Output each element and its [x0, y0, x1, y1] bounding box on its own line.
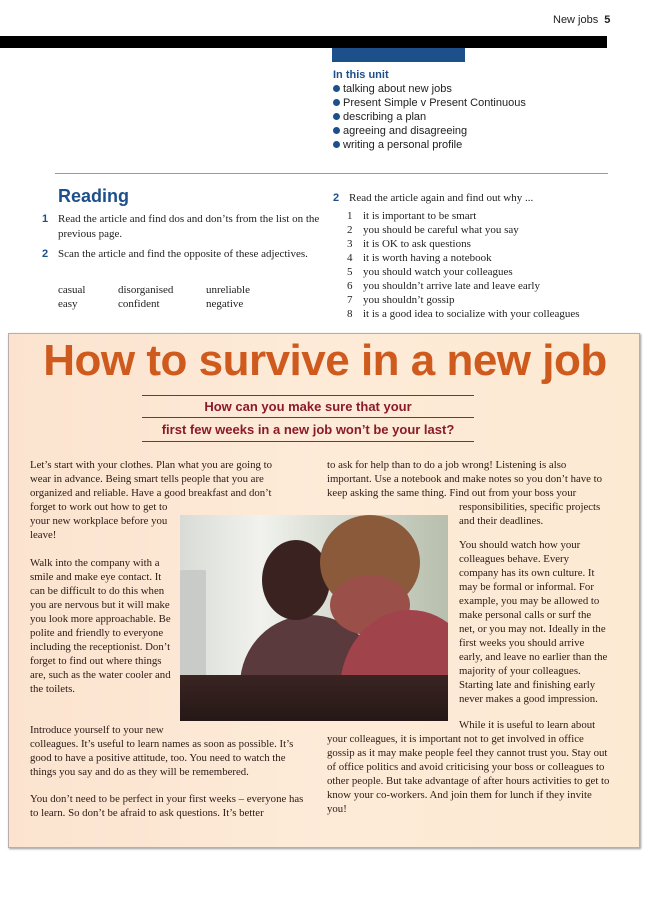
rule: [142, 417, 474, 418]
page-number: 5: [604, 14, 611, 26]
man-head: [262, 540, 330, 620]
unit-item: talking about new jobs: [333, 82, 526, 96]
task-2-questions: [333, 191, 623, 321]
article-paragraph: Let’s start with your clothes. Plan what you are going to wear in advance. Being smart tells people that you are organized and reliable. Have a good breakfast and don’t: [30, 459, 272, 499]
divider: [55, 173, 608, 174]
question-item: 6 you shouldn’t arrive late and leave early: [347, 280, 540, 292]
task-text: Scan the article and find the opposite of these adjectives.: [58, 248, 308, 260]
adjective: disorganised: [118, 284, 174, 296]
unit-item: describing a plan: [333, 110, 526, 124]
article-paragraph: You should watch how your colleagues behave. Every company has its own culture. It may be formal or informal. For example, you may be allowed to make personal calls or surf the net, or you may not. Ideally in the first weeks you should arrive early, and leave no earlier than the majority of your colleagues. Starting late and finishing early never makes a good impression.: [459, 539, 608, 705]
rule: [142, 441, 474, 442]
desk: [180, 675, 448, 721]
office-photo: [180, 515, 448, 721]
adjective: easy: [58, 298, 78, 310]
unit-tab-bar: [332, 48, 465, 62]
task-1: [42, 212, 327, 242]
question-item: 8 it is a good idea to socialize with your colleagues: [347, 308, 580, 320]
task-text: Read the article again and find out why ...: [349, 192, 534, 204]
unit-item: agreeing and disagreeing: [333, 124, 526, 138]
article-subtitle: How can you make sure that your: [204, 399, 412, 414]
question-list: [333, 209, 623, 321]
running-header: [553, 14, 610, 26]
article-paragraph: Walk into the company with a smile and make eye contact. It can be difficult to do this when you are nervous but it will make you look more approachable. Be polite and friendly to everyone including the receptionist. Don’t forget to find out where things are, such as the water cooler and the toilets.: [30, 557, 171, 695]
article-paragraph: your colleagues, it is important not to get involved in office gossip as it may make people feel they cannot trust you. Stay out of office politics and avoid criticising your boss or colleagues to other people. But take advantage of after hours activities to get to know your co-workers. And join them for lunch if they invite you!: [327, 733, 610, 815]
article-paragraph: to ask for help than to do a job wrong! Listening is also important. Use a notebook and make notes so you don’t have to keep asking the same thing. Find out from your boss your: [327, 459, 603, 499]
header-bar: [0, 36, 607, 48]
question-item: 5 you should watch your colleagues: [347, 266, 513, 278]
unit-summary-title: In this unit: [333, 69, 389, 81]
task-text: Read the article and find dos and don’ts from the list on the previous page.: [58, 213, 320, 240]
question-item: 7 you shouldn’t gossip: [347, 294, 455, 306]
question-item: 2 you should be careful what you say: [347, 224, 519, 236]
unit-summary: [333, 68, 526, 152]
article-paragraph: forget to work out how to get to your new workplace before you leave!: [30, 501, 168, 541]
rule: [142, 395, 474, 396]
adjective: unreliable: [206, 284, 250, 296]
adjective: confident: [118, 298, 160, 310]
section-title: New jobs: [553, 14, 599, 26]
article-paragraph: colleagues. It’s useful to learn names as soon as possible. It’s good to have a positive attitude, too. You need to watch the things you say and do as they will be remembered.: [30, 738, 294, 778]
article-paragraph: Introduce yourself to your new: [30, 724, 164, 736]
reading-heading: Reading: [58, 186, 130, 206]
adjective: negative: [206, 298, 244, 310]
adjective: casual: [58, 284, 86, 296]
task-2: [42, 247, 327, 262]
task-number: 1: [42, 213, 49, 225]
article-subtitle: first few weeks in a new job won’t be your last?: [161, 422, 455, 437]
article-title: How to survive in a new job: [43, 336, 607, 385]
question-item: 4 it is worth having a notebook: [347, 252, 492, 264]
adjective-list: [58, 283, 296, 311]
unit-item: writing a personal profile: [333, 138, 526, 152]
question-item: 3 it is OK to ask questions: [347, 238, 471, 250]
article-paragraph: You don’t need to be perfect in your first weeks – everyone has to learn. So don’t be afraid to ask questions. It’s better: [30, 793, 304, 819]
question-item: 1 it is important to be smart: [347, 210, 477, 222]
unit-item: Present Simple v Present Continuous: [333, 96, 526, 110]
task-number: 2: [42, 248, 49, 260]
task-number: 2: [333, 192, 340, 204]
article-paragraph: While it is useful to learn about: [459, 719, 596, 731]
article-paragraph: responsibilities, specific projects and their deadlines.: [459, 501, 601, 527]
